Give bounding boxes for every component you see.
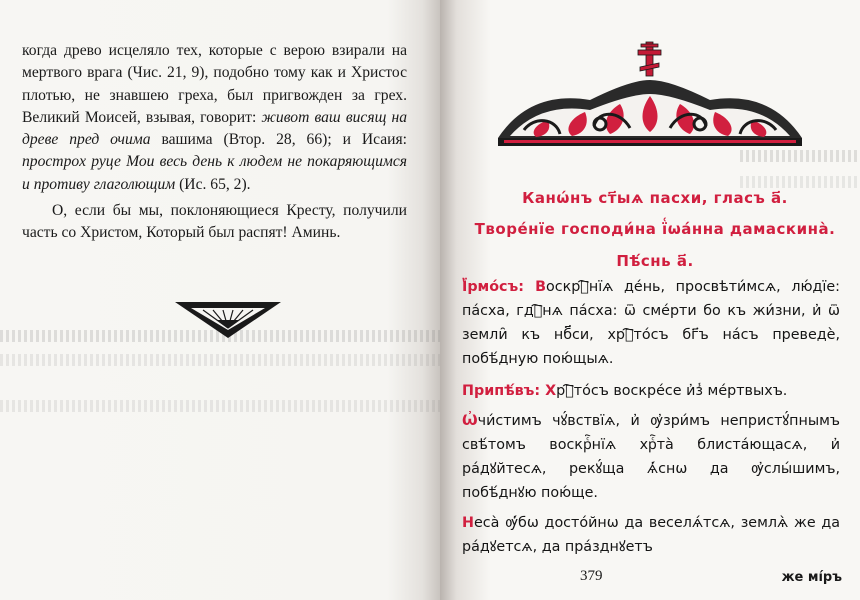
floral-headpiece-icon xyxy=(490,40,810,152)
left-body-text xyxy=(22,40,407,245)
troparion-2: Неса̀ ѹ҆́бѡ досто́йнѡ да веселѧ́тсѧ, землѧ̀ же да ра́дꙋетсѧ, да пра́зднꙋетъ xyxy=(462,515,840,555)
page-number: 379 xyxy=(580,568,603,584)
triangle-ornament-icon xyxy=(173,298,283,342)
irmos: Ї͑рмо́съ: Воскрⷭ҇нїѧ де́нь, просвѣти́мсѧ, лю́дїе: па́сха, гдⷭ҇нѧ па́сха: ѿ сме́рти бо къ жи́зни, и҆ ѿ земли̑ къ нб҃си, хрⷭ҇то́съ бг҃ъ на́съ преведѐ, побѣ́дную пою́щыѧ. xyxy=(462,279,840,367)
canon-author: Творе́нїе господи́на ї͑ѡа́нна дамаскина̀. xyxy=(474,220,836,238)
catchword: же мі́ръ xyxy=(781,570,842,585)
canon-title: Канѡ́нъ ст҃ыѧ пасхи, гласъ а҃. xyxy=(522,189,788,207)
right-page xyxy=(440,0,860,600)
right-body-text xyxy=(462,275,840,559)
left-paragraph-2: О, если бы мы, поклоняющиеся Кресту, получили часть со Христом, Который был распят! Аминь. xyxy=(22,202,407,242)
left-paragraph-1: когда древо исцеляло тех, которые с верою взирали на мертвого врага (Чис. 21, 9), подобно тому как и Христос плотью, не знавшею греха, был пригвожден за грех. Великий Моисей, взывая, говорит: живот ваш висящ на древе пред очима вашима (Втор. 28, 66); и Исаия: простроx руце Мои весь день к людем не покаряющимся и противу глаголющим (Ис. 65, 2). xyxy=(22,42,408,193)
troparion-1: Ѡ҆чи́стимъ чꙋ́вствїѧ, и҆ ѹ҆зри́мъ непристꙋ́пнымъ свѣ́томъ воскрⷭ҇нїѧ хрⷭ҇та̀ блиста́ющасѧ, и҆ ра́дꙋйтесѧ, рекꙋ́ща ѧ҆́снѡ да ѹ҆слы́шимъ, побѣ́днꙋю пою́ще. xyxy=(462,413,840,501)
ode-heading: Пѣ́снь а҃. xyxy=(616,252,694,270)
refrain: Припѣ́въ: Хрⷭ҇то́съ воскре́се и҆з̾ ме́ртвыхъ. xyxy=(462,383,788,399)
